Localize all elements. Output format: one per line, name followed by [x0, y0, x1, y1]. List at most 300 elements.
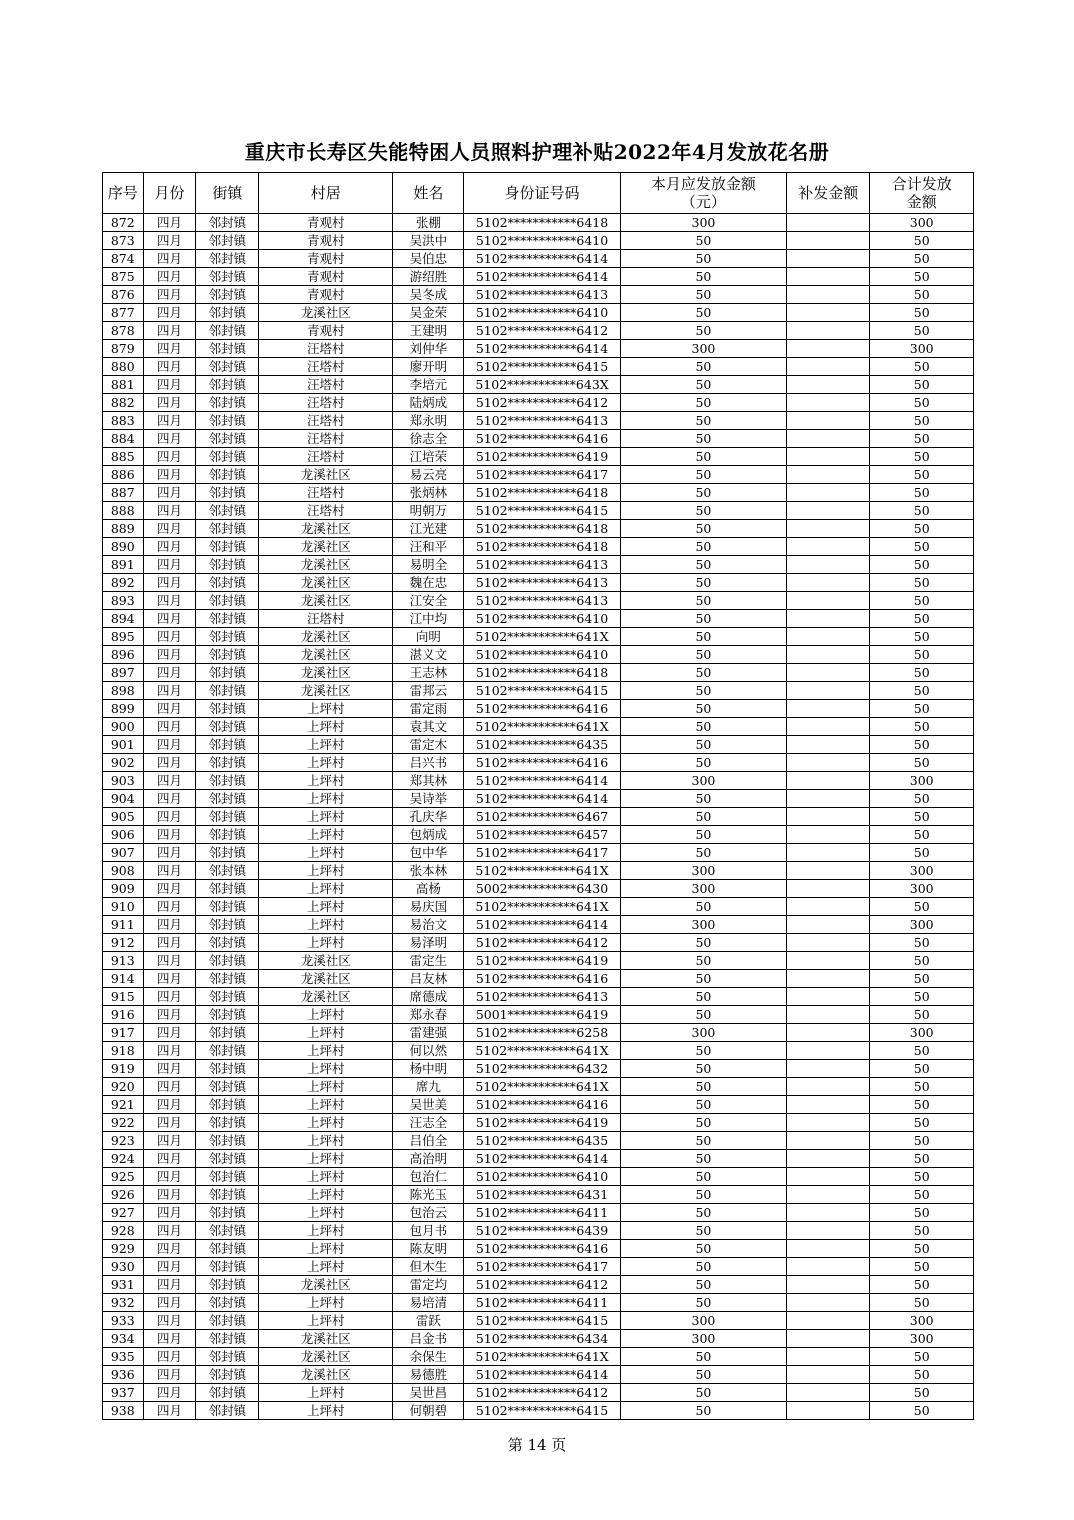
cell-name: 高治明 [393, 1150, 464, 1168]
cell-amount-due: 50 [620, 268, 786, 286]
cell-total: 50 [870, 898, 974, 916]
cell-id-number: 5102***********6419 [464, 448, 620, 466]
table-row [103, 1168, 974, 1186]
table-row [103, 376, 974, 394]
cell-total: 50 [870, 1402, 974, 1420]
cell-village: 龙溪社区 [259, 1348, 393, 1366]
cell-seq: 904 [103, 790, 144, 808]
header-total-line2: 金额 [906, 193, 937, 211]
cell-town: 邻封镇 [196, 1186, 259, 1204]
roster-table [102, 172, 974, 1420]
cell-supplement [787, 448, 870, 466]
cell-month: 四月 [143, 1060, 196, 1078]
table-row [103, 556, 974, 574]
cell-id-number: 5102***********641X [464, 718, 620, 736]
cell-supplement [787, 538, 870, 556]
table-row [103, 790, 974, 808]
cell-supplement [787, 736, 870, 754]
cell-name: 易明全 [393, 556, 464, 574]
table-row [103, 952, 974, 970]
cell-amount-due: 50 [620, 1006, 786, 1024]
cell-month: 四月 [143, 1294, 196, 1312]
cell-supplement [787, 1240, 870, 1258]
cell-name: 徐志全 [393, 430, 464, 448]
cell-seq: 916 [103, 1006, 144, 1024]
cell-supplement [787, 970, 870, 988]
cell-seq: 919 [103, 1060, 144, 1078]
cell-month: 四月 [143, 214, 196, 232]
cell-name: 江安全 [393, 592, 464, 610]
cell-month: 四月 [143, 394, 196, 412]
page-number: 第 14 页 [507, 1436, 567, 1454]
table-row [103, 1006, 974, 1024]
cell-id-number: 5102***********641X [464, 898, 620, 916]
table-row [103, 808, 974, 826]
cell-name: 江光建 [393, 520, 464, 538]
cell-supplement [787, 430, 870, 448]
cell-village: 汪塔村 [259, 358, 393, 376]
table-row [103, 1078, 974, 1096]
cell-month: 四月 [143, 304, 196, 322]
cell-id-number: 5102***********6418 [464, 664, 620, 682]
cell-village: 汪塔村 [259, 448, 393, 466]
cell-total: 50 [870, 844, 974, 862]
cell-name: 吴世昌 [393, 1384, 464, 1402]
cell-amount-due: 50 [620, 844, 786, 862]
cell-supplement [787, 790, 870, 808]
cell-village: 上坪村 [259, 772, 393, 790]
cell-supplement [787, 214, 870, 232]
cell-seq: 882 [103, 394, 144, 412]
table-row [103, 628, 974, 646]
cell-town: 邻封镇 [196, 1348, 259, 1366]
cell-amount-due: 50 [620, 610, 786, 628]
cell-town: 邻封镇 [196, 430, 259, 448]
cell-id-number: 5102***********6418 [464, 538, 620, 556]
cell-village: 汪塔村 [259, 484, 393, 502]
cell-amount-due: 50 [620, 1204, 786, 1222]
cell-total: 300 [870, 772, 974, 790]
cell-town: 邻封镇 [196, 1294, 259, 1312]
cell-town: 邻封镇 [196, 304, 259, 322]
cell-total: 300 [870, 340, 974, 358]
cell-name: 雷定生 [393, 952, 464, 970]
cell-amount-due: 300 [620, 214, 786, 232]
table-row [103, 574, 974, 592]
cell-seq: 880 [103, 358, 144, 376]
cell-month: 四月 [143, 412, 196, 430]
cell-town: 邻封镇 [196, 448, 259, 466]
cell-month: 四月 [143, 772, 196, 790]
cell-name: 吴世美 [393, 1096, 464, 1114]
table-row [103, 502, 974, 520]
cell-village: 汪塔村 [259, 412, 393, 430]
cell-village: 龙溪社区 [259, 538, 393, 556]
table-row [103, 1330, 974, 1348]
cell-seq: 908 [103, 862, 144, 880]
cell-supplement [787, 1168, 870, 1186]
cell-seq: 893 [103, 592, 144, 610]
cell-amount-due: 50 [620, 304, 786, 322]
cell-village: 汪塔村 [259, 502, 393, 520]
cell-name: 王志林 [393, 664, 464, 682]
cell-total: 300 [870, 214, 974, 232]
table-row [103, 1276, 974, 1294]
cell-supplement [787, 682, 870, 700]
cell-village: 上坪村 [259, 1384, 393, 1402]
cell-name: 雷定木 [393, 736, 464, 754]
cell-total: 50 [870, 520, 974, 538]
table-row [103, 844, 974, 862]
cell-amount-due: 50 [620, 736, 786, 754]
cell-seq: 925 [103, 1168, 144, 1186]
cell-seq: 888 [103, 502, 144, 520]
cell-id-number: 5102***********641X [464, 1348, 620, 1366]
cell-town: 邻封镇 [196, 250, 259, 268]
cell-month: 四月 [143, 1114, 196, 1132]
cell-amount-due: 50 [620, 250, 786, 268]
cell-supplement [787, 664, 870, 682]
table-row [103, 430, 974, 448]
cell-amount-due: 300 [620, 1024, 786, 1042]
cell-total: 50 [870, 1132, 974, 1150]
cell-id-number: 5102***********6414 [464, 250, 620, 268]
cell-name: 易庆国 [393, 898, 464, 916]
cell-month: 四月 [143, 1276, 196, 1294]
cell-seq: 937 [103, 1384, 144, 1402]
cell-village: 龙溪社区 [259, 664, 393, 682]
table-row [103, 970, 974, 988]
cell-id-number: 5102***********6415 [464, 682, 620, 700]
table-row [103, 880, 974, 898]
cell-month: 四月 [143, 340, 196, 358]
cell-id-number: 5102***********6416 [464, 430, 620, 448]
table-row [103, 448, 974, 466]
cell-supplement [787, 1060, 870, 1078]
cell-id-number: 5102***********643X [464, 376, 620, 394]
cell-village: 龙溪社区 [259, 988, 393, 1006]
cell-town: 邻封镇 [196, 970, 259, 988]
cell-supplement [787, 1366, 870, 1384]
cell-month: 四月 [143, 250, 196, 268]
table-row [103, 1060, 974, 1078]
cell-town: 邻封镇 [196, 592, 259, 610]
cell-village: 龙溪社区 [259, 1276, 393, 1294]
cell-month: 四月 [143, 1150, 196, 1168]
cell-town: 邻封镇 [196, 466, 259, 484]
cell-seq: 890 [103, 538, 144, 556]
cell-total: 50 [870, 412, 974, 430]
cell-id-number: 5102***********6416 [464, 970, 620, 988]
table-row [103, 466, 974, 484]
cell-total: 50 [870, 430, 974, 448]
cell-supplement [787, 412, 870, 430]
cell-id-number: 5102***********641X [464, 1078, 620, 1096]
cell-id-number: 5102***********6417 [464, 1258, 620, 1276]
table-row [103, 1366, 974, 1384]
cell-month: 四月 [143, 1168, 196, 1186]
cell-month: 四月 [143, 1042, 196, 1060]
cell-name: 陈友明 [393, 1240, 464, 1258]
cell-seq: 872 [103, 214, 144, 232]
cell-seq: 898 [103, 682, 144, 700]
cell-amount-due: 50 [620, 376, 786, 394]
cell-town: 邻封镇 [196, 1132, 259, 1150]
table-row [103, 1150, 974, 1168]
cell-supplement [787, 394, 870, 412]
cell-month: 四月 [143, 862, 196, 880]
cell-name: 吕伯全 [393, 1132, 464, 1150]
cell-town: 邻封镇 [196, 844, 259, 862]
cell-town: 邻封镇 [196, 934, 259, 952]
cell-seq: 926 [103, 1186, 144, 1204]
cell-seq: 907 [103, 844, 144, 862]
cell-village: 上坪村 [259, 1042, 393, 1060]
cell-month: 四月 [143, 808, 196, 826]
cell-amount-due: 50 [620, 1366, 786, 1384]
cell-supplement [787, 1186, 870, 1204]
cell-id-number: 5102***********6414 [464, 772, 620, 790]
cell-village: 上坪村 [259, 808, 393, 826]
cell-seq: 878 [103, 322, 144, 340]
cell-amount-due: 50 [620, 520, 786, 538]
cell-month: 四月 [143, 1258, 196, 1276]
cell-supplement [787, 1294, 870, 1312]
cell-total: 50 [870, 1348, 974, 1366]
cell-village: 龙溪社区 [259, 970, 393, 988]
document-title: 重庆市长寿区失能特困人员照料护理补贴2022年4月发放花名册 [244, 140, 830, 164]
cell-supplement [787, 646, 870, 664]
cell-id-number: 5102***********6414 [464, 1150, 620, 1168]
cell-seq: 922 [103, 1114, 144, 1132]
table-row [103, 1294, 974, 1312]
cell-seq: 931 [103, 1276, 144, 1294]
cell-month: 四月 [143, 1078, 196, 1096]
cell-village: 上坪村 [259, 1114, 393, 1132]
table-row [103, 1204, 974, 1222]
cell-village: 龙溪社区 [259, 1366, 393, 1384]
cell-total: 50 [870, 988, 974, 1006]
cell-name: 张本林 [393, 862, 464, 880]
cell-name: 易泽明 [393, 934, 464, 952]
table-row [103, 1258, 974, 1276]
cell-id-number: 5102***********6414 [464, 790, 620, 808]
cell-id-number: 5102***********6467 [464, 808, 620, 826]
cell-supplement [787, 916, 870, 934]
cell-id-number: 5102***********6412 [464, 1384, 620, 1402]
cell-village: 青观村 [259, 286, 393, 304]
roster-body [103, 214, 974, 1420]
cell-id-number: 5102***********6414 [464, 916, 620, 934]
cell-total: 50 [870, 322, 974, 340]
cell-village: 上坪村 [259, 718, 393, 736]
cell-amount-due: 50 [620, 952, 786, 970]
cell-total: 50 [870, 628, 974, 646]
cell-village: 龙溪社区 [259, 520, 393, 538]
cell-id-number: 5102***********6413 [464, 412, 620, 430]
cell-seq: 887 [103, 484, 144, 502]
cell-total: 50 [870, 358, 974, 376]
cell-village: 龙溪社区 [259, 574, 393, 592]
cell-town: 邻封镇 [196, 286, 259, 304]
cell-village: 上坪村 [259, 916, 393, 934]
cell-town: 邻封镇 [196, 268, 259, 286]
cell-town: 邻封镇 [196, 1168, 259, 1186]
cell-id-number: 5102***********641X [464, 628, 620, 646]
cell-amount-due: 50 [620, 232, 786, 250]
cell-seq: 884 [103, 430, 144, 448]
cell-village: 汪塔村 [259, 610, 393, 628]
cell-town: 邻封镇 [196, 898, 259, 916]
cell-id-number: 5102***********6412 [464, 934, 620, 952]
cell-name: 王建明 [393, 322, 464, 340]
cell-name: 杨中明 [393, 1060, 464, 1078]
cell-village: 上坪村 [259, 862, 393, 880]
cell-name: 吴诗举 [393, 790, 464, 808]
cell-month: 四月 [143, 952, 196, 970]
cell-village: 上坪村 [259, 826, 393, 844]
cell-total: 50 [870, 448, 974, 466]
cell-town: 邻封镇 [196, 412, 259, 430]
cell-supplement [787, 268, 870, 286]
cell-id-number: 5102***********6417 [464, 844, 620, 862]
cell-amount-due: 50 [620, 1222, 786, 1240]
cell-seq: 923 [103, 1132, 144, 1150]
cell-seq: 881 [103, 376, 144, 394]
cell-village: 上坪村 [259, 844, 393, 862]
cell-village: 汪塔村 [259, 430, 393, 448]
cell-month: 四月 [143, 718, 196, 736]
table-row [103, 1024, 974, 1042]
cell-village: 上坪村 [259, 1006, 393, 1024]
cell-total: 50 [870, 1168, 974, 1186]
cell-month: 四月 [143, 286, 196, 304]
cell-total: 50 [870, 700, 974, 718]
cell-total: 50 [870, 1114, 974, 1132]
cell-name: 张炳林 [393, 484, 464, 502]
cell-town: 邻封镇 [196, 322, 259, 340]
cell-town: 邻封镇 [196, 790, 259, 808]
cell-seq: 905 [103, 808, 144, 826]
cell-village: 青观村 [259, 214, 393, 232]
cell-village: 上坪村 [259, 1168, 393, 1186]
cell-id-number: 5102***********6415 [464, 502, 620, 520]
cell-amount-due: 50 [620, 1096, 786, 1114]
table-row [103, 1096, 974, 1114]
cell-amount-due: 50 [620, 898, 786, 916]
cell-id-number: 5102***********6432 [464, 1060, 620, 1078]
cell-id-number: 5102***********6431 [464, 1186, 620, 1204]
cell-supplement [787, 628, 870, 646]
cell-town: 邻封镇 [196, 520, 259, 538]
cell-seq: 930 [103, 1258, 144, 1276]
cell-village: 青观村 [259, 322, 393, 340]
cell-seq: 913 [103, 952, 144, 970]
table-row [103, 538, 974, 556]
cell-id-number: 5102***********6413 [464, 574, 620, 592]
cell-seq: 914 [103, 970, 144, 988]
cell-seq: 928 [103, 1222, 144, 1240]
cell-village: 龙溪社区 [259, 628, 393, 646]
cell-month: 四月 [143, 754, 196, 772]
cell-town: 邻封镇 [196, 502, 259, 520]
cell-id-number: 5002***********6430 [464, 880, 620, 898]
cell-supplement [787, 1096, 870, 1114]
cell-supplement [787, 1150, 870, 1168]
cell-supplement [787, 1204, 870, 1222]
cell-town: 邻封镇 [196, 232, 259, 250]
cell-total: 50 [870, 466, 974, 484]
cell-name: 席德成 [393, 988, 464, 1006]
cell-name: 江中均 [393, 610, 464, 628]
cell-town: 邻封镇 [196, 736, 259, 754]
cell-seq: 896 [103, 646, 144, 664]
cell-town: 邻封镇 [196, 538, 259, 556]
cell-town: 邻封镇 [196, 772, 259, 790]
cell-town: 邻封镇 [196, 1366, 259, 1384]
cell-total: 50 [870, 610, 974, 628]
table-row [103, 916, 974, 934]
cell-total: 50 [870, 268, 974, 286]
cell-name: 明朝万 [393, 502, 464, 520]
cell-seq: 921 [103, 1096, 144, 1114]
cell-name: 吴金荣 [393, 304, 464, 322]
cell-month: 四月 [143, 1024, 196, 1042]
cell-month: 四月 [143, 556, 196, 574]
cell-id-number: 5102***********6419 [464, 952, 620, 970]
table-row [103, 214, 974, 232]
cell-month: 四月 [143, 1132, 196, 1150]
cell-village: 青观村 [259, 268, 393, 286]
cell-town: 邻封镇 [196, 556, 259, 574]
cell-id-number: 5102***********6439 [464, 1222, 620, 1240]
cell-town: 邻封镇 [196, 214, 259, 232]
cell-name: 易德胜 [393, 1366, 464, 1384]
cell-total: 50 [870, 808, 974, 826]
cell-name: 孔庆华 [393, 808, 464, 826]
cell-amount-due: 50 [620, 1150, 786, 1168]
cell-village: 上坪村 [259, 1078, 393, 1096]
cell-name: 郑其林 [393, 772, 464, 790]
cell-supplement [787, 1222, 870, 1240]
cell-month: 四月 [143, 1348, 196, 1366]
cell-total: 50 [870, 376, 974, 394]
cell-village: 汪塔村 [259, 376, 393, 394]
cell-town: 邻封镇 [196, 1006, 259, 1024]
cell-total: 50 [870, 286, 974, 304]
cell-supplement [787, 1132, 870, 1150]
cell-town: 邻封镇 [196, 628, 259, 646]
cell-id-number: 5102***********6414 [464, 340, 620, 358]
cell-total: 300 [870, 916, 974, 934]
cell-supplement [787, 1402, 870, 1420]
cell-id-number: 5102***********6414 [464, 268, 620, 286]
cell-supplement [787, 754, 870, 772]
cell-village: 上坪村 [259, 1258, 393, 1276]
cell-village: 上坪村 [259, 1402, 393, 1420]
cell-town: 邻封镇 [196, 646, 259, 664]
cell-seq: 917 [103, 1024, 144, 1042]
cell-village: 龙溪社区 [259, 952, 393, 970]
cell-supplement [787, 988, 870, 1006]
cell-supplement [787, 1330, 870, 1348]
cell-id-number: 5102***********6412 [464, 322, 620, 340]
cell-total: 50 [870, 304, 974, 322]
cell-seq: 915 [103, 988, 144, 1006]
cell-supplement [787, 844, 870, 862]
cell-name: 何以然 [393, 1042, 464, 1060]
cell-amount-due: 50 [620, 1348, 786, 1366]
